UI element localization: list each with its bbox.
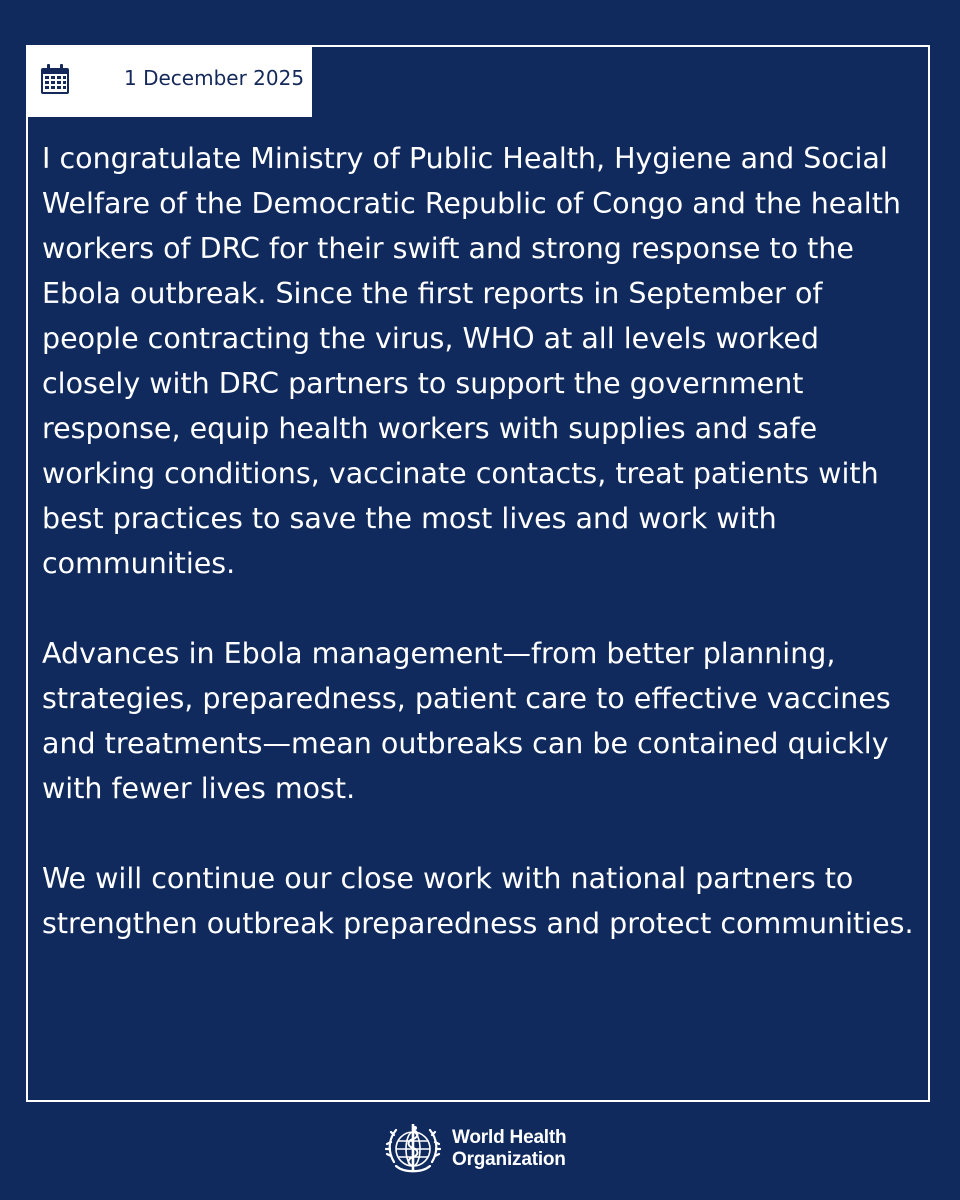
statement-paragraph: We will continue our close work with national partners to strengthen outbreak preparedness and protect communities. [42,862,914,940]
statement-paragraph: Advances in Ebola management—from better planning, strategies, preparedness, patient care to effective vaccines and treatments—mean outbreaks can be contained quickly with fewer lives most. [42,637,891,805]
org-name-line2: Organization [452,1149,566,1170]
date-tab [26,45,312,117]
calendar-icon [40,63,70,95]
statement-paragraph: I congratulate Ministry of Public Health, Hygiene and Social Welfare of the Democratic Republic of Congo and the health workers of DRC for their swift and strong response to the Ebola outbreak. Since the first reports in September of people contracting the virus, WHO at all levels worked closely with DRC partners to support the government response, equip health workers with supplies and safe working conditions, vaccinate contacts, treat patients with best practices to save the most lives and work with communities. [42,142,901,580]
statement-body [42,136,922,946]
who-emblem-icon [382,1118,444,1180]
who-logo [382,1118,566,1180]
statement-date: 1 December 2025 [124,66,305,90]
org-name [452,1127,566,1171]
org-name-line1: World Health [452,1127,567,1148]
